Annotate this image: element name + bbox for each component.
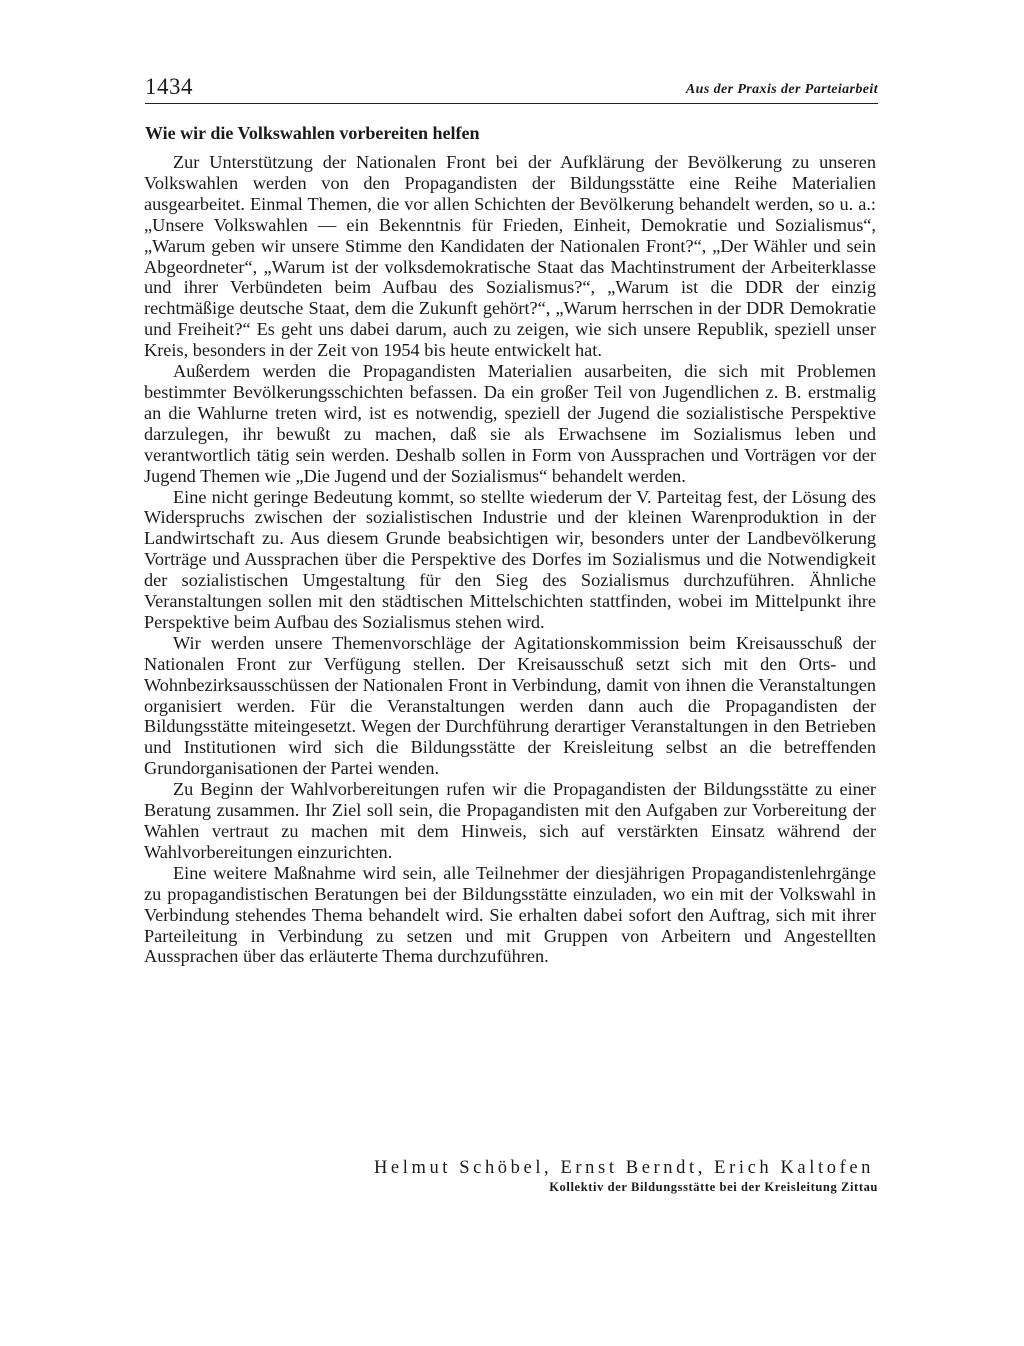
paragraph: Zu Beginn der Wahlvorbereitungen rufen wir die Propagandisten der Bildungsstätte zu einer Beratung zusammen. Ihr Ziel soll sein, die Propagandisten mit den Aufgaben zur Vorbereitung der Wahlen vertraut zu machen mit dem Hinweis, sich auf verstärkten Einsatz während der Wahlvorbereitungen einzurichten. xyxy=(144,779,876,862)
paragraph: Eine weitere Maßnahme wird sein, alle Teilnehmer der diesjährigen Propagandistenlehrgänge zu propagandistischen Beratungen bei der Bildungsstätte einzuladen, wo ein mit der Volkswahl in Verbindung stehendes Thema behandelt wird. Sie erhalten dabei sofort den Auftrag, sich mit ihrer Parteileitung in Verbindung zu setzen und mit Gruppen von Arbeitern und Angestellten Aussprachen über das erläuterte Thema durchzuführen. xyxy=(144,862,876,967)
paragraph: Eine nicht geringe Bedeutung kommt, so stellte wiederum der V. Parteitag fest, der Lösung des Widerspruchs zwischen der sozialistischen Industrie und der kleinen Warenproduktion in der Landwirtschaft zu. Aus diesem Grunde beabsichtigen wir, besonders unter der Landbevölkerung Vorträge und Aussprachen über die Perspektive des Dorfes im Sozialismus und die Notwendigkeit der sozialistischen Umgestaltung für den Sieg des Sozialismus durchzuführen. Ähnliche Veranstaltungen sollen mit den städtischen Mittelschichten stattfinden, wobei im Mittelpunkt ihre Perspektive beim Aufbau des Sozialismus stehen wird. xyxy=(144,486,876,632)
paragraph: Wir werden unsere Themenvorschläge der Agitationskommission beim Kreisausschuß der Nationalen Front zur Verfügung stellen. Der Kreisausschuß setzt sich mit den Orts- und Wohnbezirksausschüssen der Nationalen Front in Verbindung, damit von ihnen die Veranstaltungen organisiert werden. Für die Veranstaltungen werden dann auch die Propagandisten der Bildungsstätte miteingesetzt. Wegen der Durchführung derartiger Veranstaltungen in den Betrieben und Institutionen wird sich die Bildungsstätte der Kreisleitung selbst an die betreffenden Grundorganisationen der Partei wenden. xyxy=(144,632,876,779)
header-divider xyxy=(145,103,878,104)
author-affiliation: Kollektiv der Bildungsstätte bei der Kreisleitung Zittau xyxy=(549,1180,878,1194)
running-head: Aus der Praxis der Parteiarbeit xyxy=(685,82,878,97)
article-title: Wie wir die Volkswahlen vorbereiten helfen xyxy=(145,123,480,143)
author-names: Helmut Schöbel, Ernst Berndt, Erich Kaltofen xyxy=(373,1158,874,1178)
article-body xyxy=(144,152,876,967)
paragraph: Außerdem werden die Propagandisten Materialien ausarbeiten, die sich mit Problemen bestimmter Bevölkerungsschichten befassen. Da ein großer Teil von Jugendlichen z. B. erstmalig an die Wahlurne treten wird, ist es notwendig, speziell der Jugend die sozialistische Perspektive darzulegen, ihr bewußt zu machen, daß sie als Erwachsene im Sozialismus leben und verantwortlich tätig sein werden. Deshalb sollen in Form von Aussprachen und Vorträgen vor der Jugend Themen wie „Die Jugend und der Sozialismus“ behandelt werden. xyxy=(144,361,876,486)
page-number: 1434 xyxy=(145,74,193,99)
paragraph: Zur Unterstützung der Nationalen Front bei der Aufklärung der Bevölkerung zu unseren Volkswahlen werden von den Propagandisten der Bildungsstätte eine Reihe Materialien ausgearbeitet. Einmal Themen, die vor allen Schichten der Bevölkerung behandelt werden, so u. a.: „Unsere Volkswahlen — ein Bekenntnis für Frieden, Einheit, Demokratie und Sozialismus“, „Warum geben wir unsere Stimme den Kandidaten der Nationalen Front?“, „Der Wähler und sein Abgeordneter“, „Warum ist der volksdemokratische Staat das Machtinstrument der Arbeiterklasse und ihrer Verbündeten beim Aufbau des Sozialismus?“, „Warum ist die DDR der einzig rechtmäßige deutsche Staat, dem die Zukunft gehört?“, „Warum herrschen in der DDR Demokratie und Freiheit?“ Es geht uns dabei darum, auch zu zeigen, wie sich unsere Republik, speziell unser Kreis, besonders in der Zeit von 1954 bis heute entwickelt hat. xyxy=(144,152,876,361)
signature-block xyxy=(373,1157,878,1195)
